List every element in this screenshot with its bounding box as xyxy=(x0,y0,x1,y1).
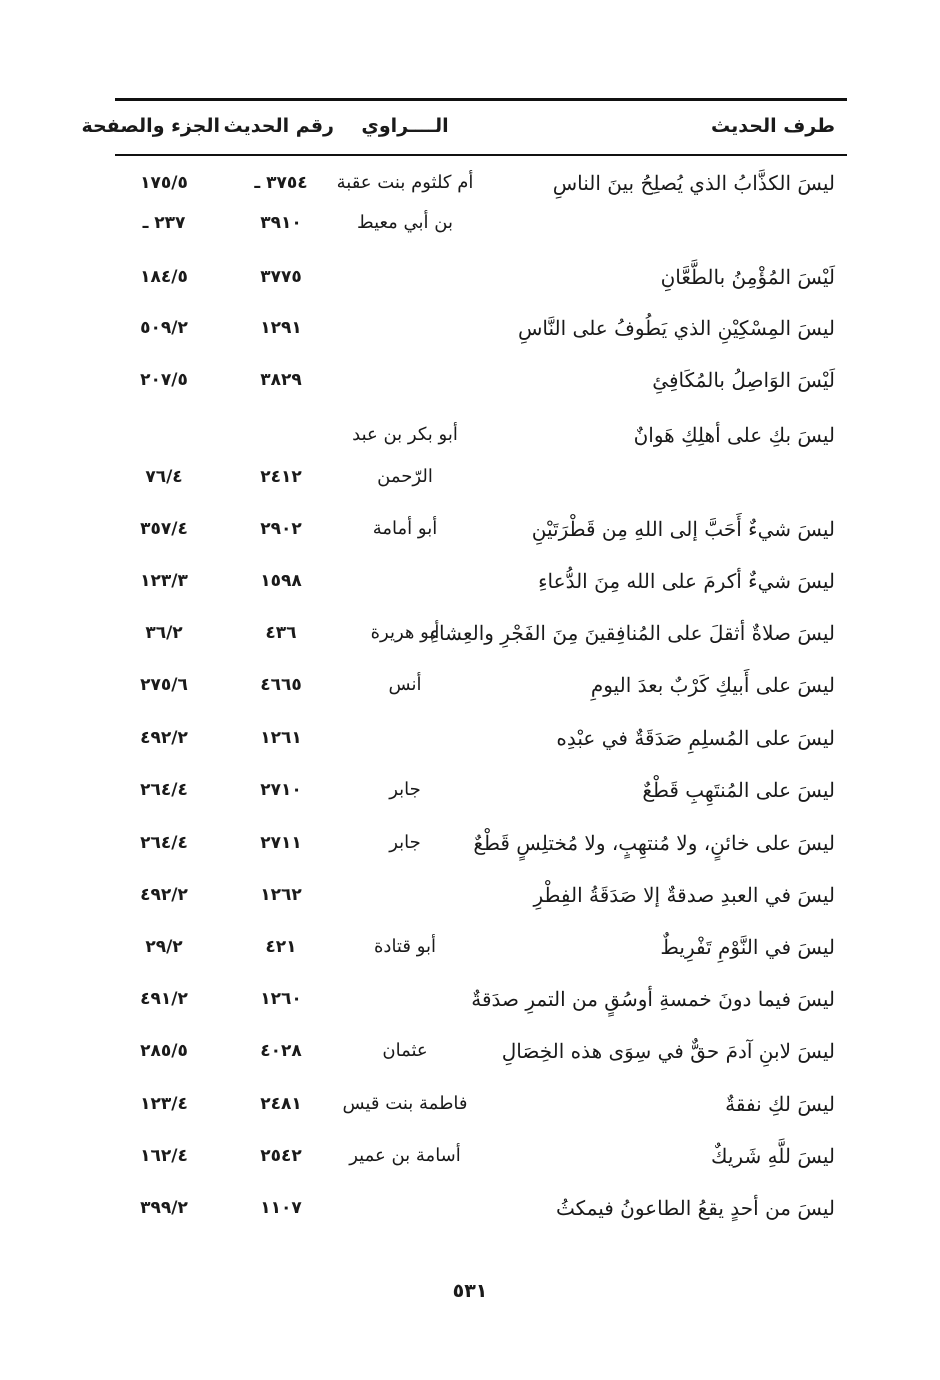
row-10-raqm: ٤٣٦ xyxy=(265,623,297,643)
row-3-tarf: لَيْسَ المُؤْمِنُ بالطَّعَّانِ xyxy=(660,265,835,289)
row-2-raqm: ٣٩١٠ xyxy=(260,213,302,233)
row-9-juz: ١٢٣/٣ xyxy=(140,571,188,591)
row-15-tarf: ليسَ في العبدِ صدقةٌ إلا صَدَقَةُ الفِطْرِ xyxy=(533,883,835,907)
row-1-tarf: ليسَ الكذَّابُ الذي يُصلِحُ بينَ الناسِ xyxy=(552,171,835,195)
row-13-tarf: ليسَ على المُنتَهِبِ قَطْعٌ xyxy=(642,778,835,802)
row-16-rawi: أبو قتادة xyxy=(374,936,436,957)
row-18-rawi: عثمان xyxy=(382,1040,428,1061)
row-19-juz: ١٢٣/٤ xyxy=(140,1094,188,1114)
header-raqm: رقم الحديث xyxy=(223,115,334,137)
row-4-tarf: ليسَ المِسْكِيْنِ الذي يَطُوفُ على النَّاسِ xyxy=(517,316,835,340)
row-17-raqm: ١٢٦٠ xyxy=(260,989,302,1009)
top-rule xyxy=(115,98,847,101)
row-6-rawi: أبو بكر بن عبد xyxy=(352,424,458,445)
row-21-juz: ٣٩٩/٢ xyxy=(140,1198,188,1218)
row-3-raqm: ٣٧٧٥ xyxy=(260,267,302,287)
row-11-rawi: أنس xyxy=(388,674,422,695)
row-3-juz: ١٨٤/٥ xyxy=(140,267,188,287)
row-18-juz: ٢٨٥/٥ xyxy=(140,1041,188,1061)
header-tarf: طرف الحديث xyxy=(711,115,835,137)
row-18-tarf: ليسَ لابنِ آدمَ حقٌّ في سِوَى هذه الخِصَالِ xyxy=(501,1039,835,1063)
row-7-juz: ٧٦/٤ xyxy=(145,467,183,487)
row-20-juz: ١٦٢/٤ xyxy=(140,1146,188,1166)
row-14-raqm: ٢٧١١ xyxy=(260,833,302,853)
row-11-tarf: ليسَ على أَبيكِ كَرْبٌ بعدَ اليومِ xyxy=(590,673,835,697)
row-5-juz: ٢٠٧/٥ xyxy=(140,370,188,390)
row-16-tarf: ليسَ في النَّوْمِ تَفْرِيطٌ xyxy=(660,935,835,959)
row-19-tarf: ليسَ لكِ نفقةٌ xyxy=(725,1092,835,1116)
row-17-tarf: ليسَ فيما دونَ خمسةِ أوسُقٍ من التمرِ صدَقةٌ xyxy=(471,987,835,1011)
row-1-juz: ١٧٥/٥ xyxy=(140,173,188,193)
header-rule xyxy=(115,154,847,156)
row-10-tarf: ليسَ صلاةٌ أثقلَ على المُنافِقينَ مِنَ الفَجْرِ والعِشاءِ xyxy=(429,621,835,645)
row-20-tarf: ليسَ للَّهِ شَريكٌ xyxy=(711,1144,835,1168)
row-20-raqm: ٢٥٤٢ xyxy=(260,1146,302,1166)
page-number: ٥٣١ xyxy=(452,1280,488,1302)
row-2-rawi: بن أبي معيط xyxy=(356,212,453,233)
row-7-rawi: الرّحمن xyxy=(377,466,433,487)
row-7-raqm: ٢٤١٢ xyxy=(260,467,302,487)
row-18-raqm: ٤٠٢٨ xyxy=(260,1041,302,1061)
row-10-juz: ٣٦/٢ xyxy=(145,623,183,643)
header-juz: الجزء والصفحة xyxy=(81,115,220,137)
row-13-raqm: ٢٧١٠ xyxy=(260,780,302,800)
row-21-raqm: ١١٠٧ xyxy=(260,1198,302,1218)
row-10-rawi: أبو هريرة xyxy=(370,622,440,643)
row-8-juz: ٣٥٧/٤ xyxy=(140,519,188,539)
row-13-juz: ٢٦٤/٤ xyxy=(140,780,188,800)
row-1-rawi: أم كلثوم بنت عقبة xyxy=(336,172,474,193)
row-15-raqm: ١٢٦٢ xyxy=(260,885,302,905)
row-4-juz: ٥٠٩/٢ xyxy=(140,318,188,338)
row-19-raqm: ٢٤٨١ xyxy=(260,1094,302,1114)
row-6-tarf: ليسَ بكِ على أهلِكِ هَوانٌ xyxy=(633,423,835,447)
row-16-raqm: ٤٢١ xyxy=(265,937,297,957)
row-12-tarf: ليسَ على المُسلِمِ صَدَقَةٌ في عبْدِه xyxy=(556,726,835,750)
row-4-raqm: ١٢٩١ xyxy=(260,318,302,338)
row-5-raqm: ٣٨٢٩ xyxy=(260,370,302,390)
row-8-rawi: أبو أمامة xyxy=(372,518,438,539)
row-15-juz: ٤٩٢/٢ xyxy=(140,885,188,905)
header-rawi: الــــراوي xyxy=(361,115,449,137)
row-9-raqm: ١٥٩٨ xyxy=(260,571,302,591)
row-12-juz: ٤٩٢/٢ xyxy=(140,728,188,748)
row-14-rawi: جابر xyxy=(389,832,421,853)
row-13-rawi: جابر xyxy=(389,779,421,800)
row-2-juz: ٢٣٧ ـ xyxy=(142,213,186,233)
row-12-raqm: ١٢٦١ xyxy=(260,728,302,748)
row-14-juz: ٢٦٤/٤ xyxy=(140,833,188,853)
row-1-raqm: ٣٧٥٤ ـ xyxy=(254,173,308,193)
row-20-rawi: أسامة بن عمير xyxy=(349,1145,461,1166)
row-11-juz: ٢٧٥/٦ xyxy=(140,675,188,695)
row-5-tarf: لَيْسَ الوَاصِلُ بالمُكَافِئِ xyxy=(652,368,835,392)
row-8-raqm: ٢٩٠٢ xyxy=(260,519,302,539)
row-9-tarf: ليسَ شيءٌ أكرمَ على الله مِنَ الدُّعاءِ xyxy=(538,569,835,593)
row-16-juz: ٢٩/٢ xyxy=(145,937,183,957)
row-17-juz: ٤٩١/٢ xyxy=(140,989,188,1009)
row-21-tarf: ليسَ من أحدٍ يقعُ الطاعونُ فيمكثُ xyxy=(555,1196,835,1220)
row-14-tarf: ليسَ على خائنٍ، ولا مُنتهِبٍ، ولا مُختلِسٍ قَطْعٌ xyxy=(473,831,835,855)
row-19-rawi: فاطمة بنت قيس xyxy=(342,1093,468,1114)
row-11-raqm: ٤٦٦٥ xyxy=(260,675,302,695)
row-8-tarf: ليسَ شيءٌ أَحَبَّ إلى اللهِ مِن قَطْرَتَيْنِ xyxy=(531,517,835,541)
